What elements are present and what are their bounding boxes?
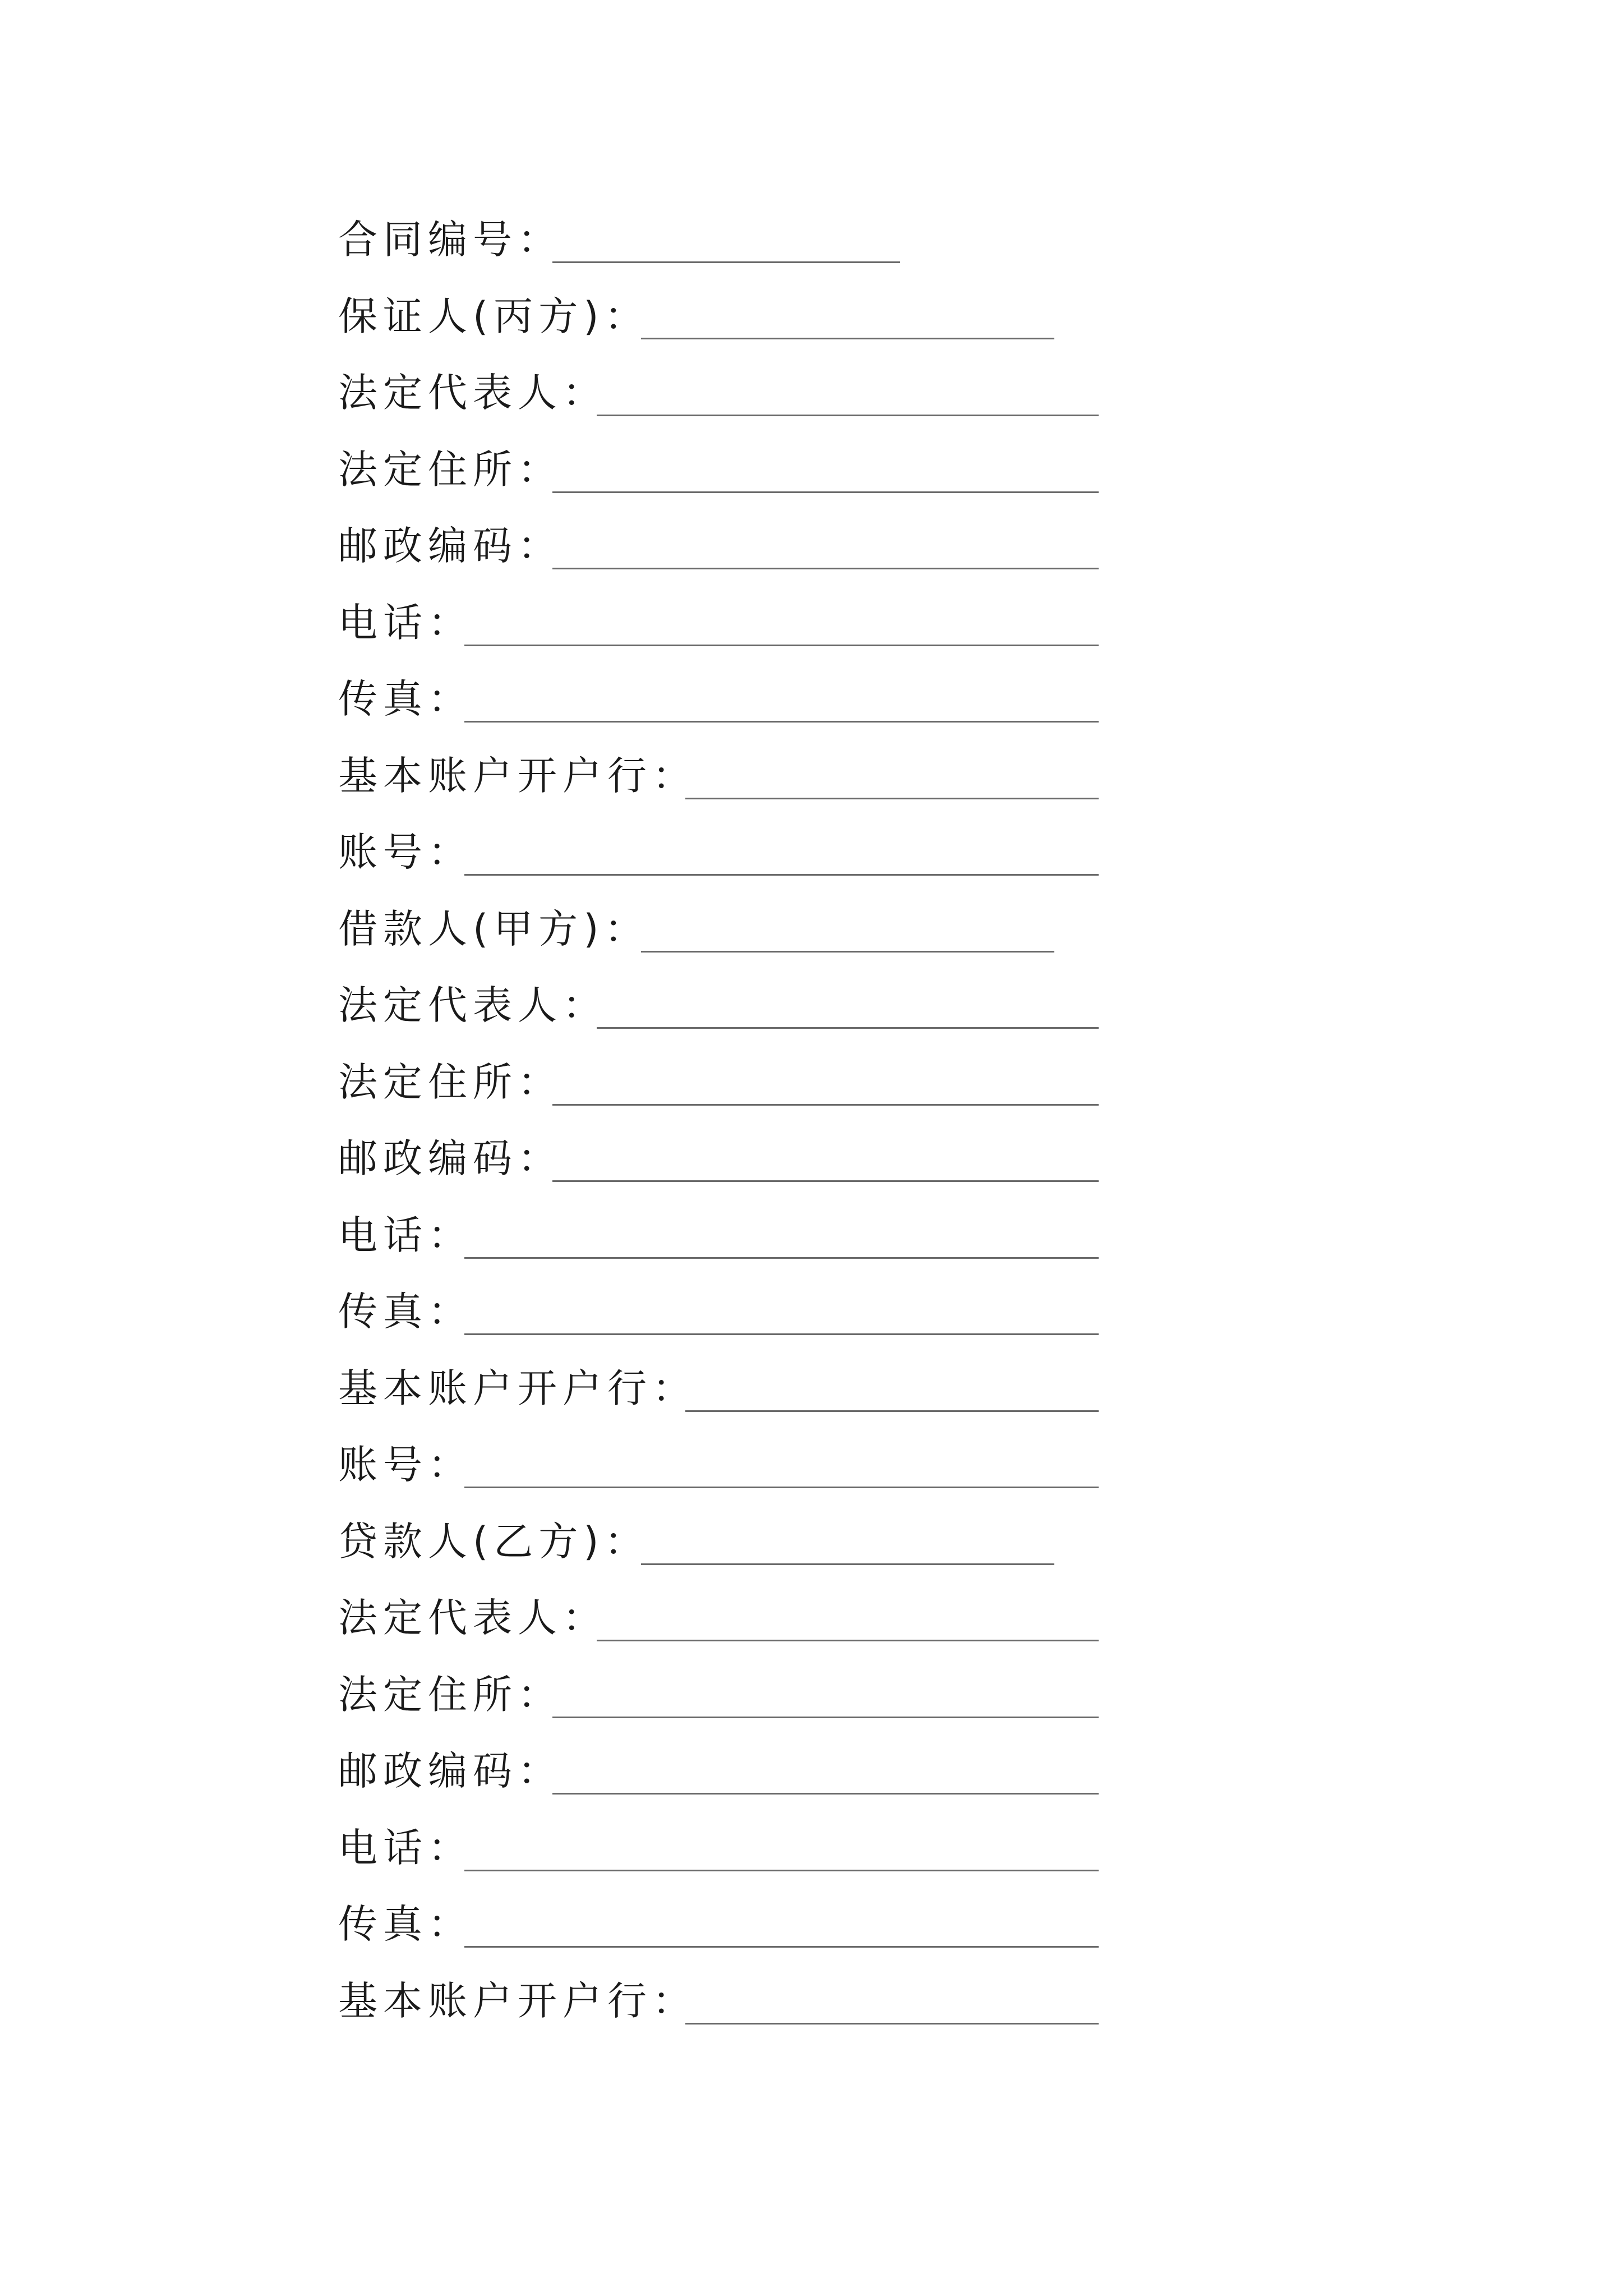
field-colon: ： (428, 1825, 467, 1871)
field-phone (338, 1207, 467, 1263)
field-legal-address (338, 441, 557, 498)
field-colon: ： (428, 1442, 467, 1488)
blank-line (597, 415, 1099, 416)
field-colon: ： (518, 1059, 557, 1105)
field-legal-address (338, 1667, 557, 1723)
field-colon: ： (604, 293, 644, 339)
blank-line (552, 1717, 1099, 1718)
field-colon: ： (562, 982, 602, 1028)
field-legal-representative (338, 977, 602, 1033)
blank-line (552, 568, 1099, 569)
field-label: 邮政编码 (338, 1135, 518, 1181)
field-bank (338, 1973, 691, 2029)
field-fax (338, 671, 467, 727)
blank-line (597, 1027, 1099, 1029)
blank-line (685, 2023, 1099, 2024)
field-label: 法定住所 (338, 1059, 518, 1105)
field-label: 法定住所 (338, 447, 518, 493)
field-label: 基本账户开户行 (338, 753, 652, 799)
field-label: 电话 (338, 600, 428, 646)
field-colon: ： (428, 600, 467, 646)
field-colon: ： (652, 1365, 691, 1411)
blank-line (641, 951, 1054, 953)
field-colon: ： (518, 1748, 557, 1794)
field-label: 借款人(甲方) (338, 906, 605, 952)
field-contract-number (338, 211, 557, 268)
field-label: 保证人(丙方) (338, 293, 605, 339)
field-colon: ： (604, 1519, 644, 1565)
blank-line (641, 1563, 1054, 1565)
field-account-number (338, 1437, 467, 1493)
blank-line (464, 1870, 1099, 1871)
field-fax (338, 1896, 467, 1952)
field-phone (338, 1820, 467, 1876)
field-colon: ： (518, 217, 557, 263)
field-colon: ： (518, 447, 557, 493)
field-label: 邮政编码 (338, 1748, 518, 1794)
field-phone (338, 595, 467, 651)
field-postal-code (338, 518, 557, 574)
blank-line (552, 1104, 1099, 1106)
field-account-number (338, 824, 467, 880)
field-colon: ： (562, 1595, 602, 1641)
field-colon: ： (604, 906, 644, 952)
field-colon: ： (428, 1289, 467, 1335)
field-label: 邮政编码 (338, 523, 518, 569)
field-label: 合同编号 (338, 217, 518, 263)
field-colon: ： (518, 1135, 557, 1181)
field-bank (338, 1360, 691, 1416)
field-colon: ： (428, 1901, 467, 1947)
field-legal-representative (338, 365, 602, 421)
field-label: 传真 (338, 1901, 428, 1947)
field-colon: ： (518, 1672, 557, 1718)
blank-line (464, 645, 1099, 646)
blank-line (685, 1410, 1099, 1412)
field-bank (338, 748, 691, 804)
field-label: 电话 (338, 1212, 428, 1258)
field-label: 基本账户开户行 (338, 1365, 652, 1411)
blank-line (552, 1180, 1099, 1182)
blank-line (641, 338, 1054, 339)
field-label: 法定代表人 (338, 1595, 562, 1641)
field-label: 基本账户开户行 (338, 1978, 652, 2024)
field-label: 传真 (338, 1289, 428, 1335)
field-colon: ： (428, 676, 467, 722)
blank-line (552, 491, 1099, 493)
field-colon: ： (652, 1978, 691, 2024)
blank-line (552, 1793, 1099, 1795)
field-label: 电话 (338, 1825, 428, 1871)
field-legal-representative (338, 1590, 602, 1646)
field-colon: ： (562, 370, 602, 416)
field-label: 账号 (338, 1442, 428, 1488)
field-colon: ： (652, 753, 691, 799)
field-label: 法定代表人 (338, 982, 562, 1028)
blank-line (464, 721, 1099, 723)
field-lender (338, 1513, 644, 1570)
field-colon: ： (518, 523, 557, 569)
blank-line (464, 874, 1099, 876)
field-label: 法定代表人 (338, 370, 562, 416)
blank-line (685, 798, 1099, 799)
blank-line (552, 261, 900, 263)
blank-line (464, 1257, 1099, 1259)
field-label: 法定住所 (338, 1672, 518, 1718)
field-label: 账号 (338, 829, 428, 875)
blank-line (464, 1487, 1099, 1488)
field-colon: ： (428, 829, 467, 875)
field-label: 传真 (338, 676, 428, 722)
blank-line (597, 1640, 1099, 1641)
field-colon: ： (428, 1212, 467, 1258)
field-borrower (338, 901, 644, 957)
field-label: 贷款人(乙方) (338, 1519, 605, 1565)
blank-line (464, 1946, 1099, 1948)
field-fax (338, 1283, 467, 1340)
field-postal-code (338, 1743, 557, 1799)
blank-line (464, 1333, 1099, 1335)
field-postal-code (338, 1130, 557, 1186)
field-guarantor (338, 288, 644, 344)
field-legal-address (338, 1054, 557, 1110)
